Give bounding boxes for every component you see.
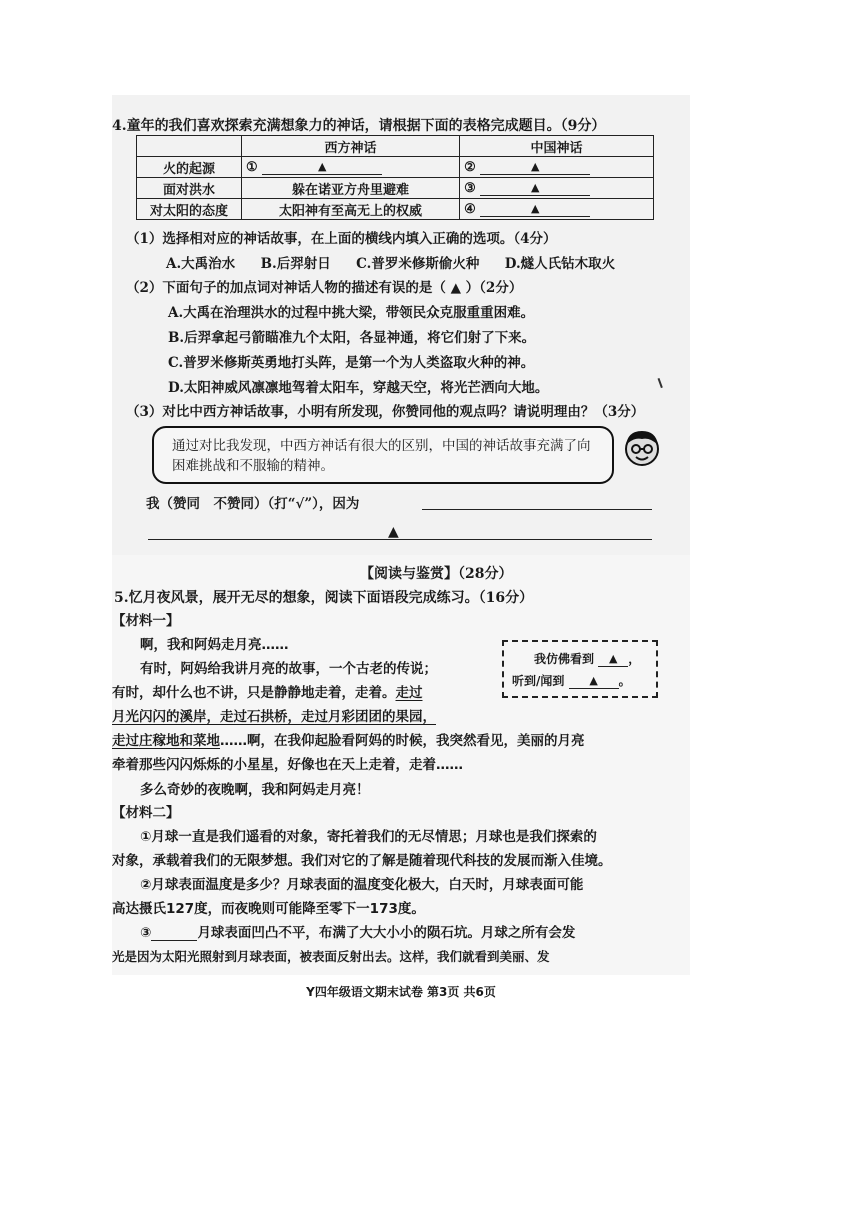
circled-number: ④ [464, 201, 476, 217]
cell-china [460, 199, 654, 220]
speech-bubble [152, 426, 614, 484]
underlined-text: 走过 [395, 685, 423, 701]
underlined-text: 走过庄稼地和菜地 [112, 733, 220, 749]
answer-blank[interactable] [480, 160, 590, 175]
question-4-title: 4.童年的我们喜欢探索充满想象力的神话，请根据下面的表格完成题目。（9分） [112, 118, 606, 134]
question-5-title: 5.忆月夜风景，展开无尽的想象，阅读下面语段完成练习。（16分） [114, 590, 534, 606]
cell-china [460, 178, 654, 199]
table-row [137, 157, 654, 178]
option-b: B.后羿拿起弓箭瞄准九个太阳，各显神通，将它们射了下来。 [168, 330, 536, 346]
passage-line: 光是因为太阳光照射到月球表面，被表面反射出去。这样，我们就看到美丽、发 [112, 949, 550, 964]
triangle-mark: ▲ [589, 674, 598, 687]
option-d: D.燧人氏钻木取火 [504, 256, 616, 272]
answer-blank[interactable] [480, 181, 590, 196]
passage-text: 有时，却什么也不讲，只是静静地走着，走着。 [112, 685, 396, 701]
material-2-label: 【材料二】 [112, 805, 180, 821]
answer-blank[interactable] [151, 926, 197, 941]
answer-blank[interactable] [480, 202, 590, 217]
box-line-see: 我仿佛看到 ▲ ， [534, 652, 641, 666]
stray-mark [658, 376, 669, 388]
cell-west [242, 157, 460, 178]
myth-comparison-table [136, 135, 654, 220]
imagination-box [502, 640, 658, 698]
passage-line: ①月球一直是我们遥看的对象，寄托着我们的无尽情思；月球也是我们探索的 [140, 829, 597, 845]
material-1-label: 【材料一】 [112, 613, 180, 629]
triangle-mark: ▲ [317, 159, 327, 173]
sub-question-2: （2）下面句子的加点词对神话人物的描述有误的是（ ▲ ）（2分） [126, 280, 523, 296]
answer-line[interactable] [422, 509, 652, 510]
passage-line: 有时，阿妈给我讲月亮的故事，一个古老的传说； [140, 661, 437, 677]
sub-question-3: （3）对比中西方神话故事，小明有所发现，你赞同他的观点吗？请说明理由？（3分） [126, 404, 645, 420]
passage-text: ……啊，在我仰起脸看阿妈的时候，我突然看见，美丽的月亮 [220, 733, 585, 749]
passage-line: ③ 月球表面凹凸不平，布满了大大小小的陨石坑。月球之所有会发 [140, 925, 576, 941]
answer-blank[interactable] [569, 674, 619, 689]
option-list [166, 255, 615, 273]
table-header-row [137, 136, 654, 157]
passage-line: 高达摄氏127度，而夜晚则可能降至零下一173度。 [112, 901, 425, 917]
underlined-line: 月光闪闪的溪岸，走过石拱桥，走过月彩团团的果园， [112, 709, 436, 725]
cell-china [460, 157, 654, 178]
passage-line: 啊，我和阿妈走月亮…… [140, 637, 289, 653]
answer-blank[interactable] [262, 160, 382, 175]
triangle-mark: ▲ [531, 159, 540, 173]
triangle-mark: ▲ [608, 652, 618, 665]
cell-west: 躲在诺亚方舟里避难 [242, 178, 460, 199]
option-c: C.普罗米修斯英勇地打头阵，是第一个为人类盗取火种的神。 [168, 355, 535, 371]
option-a: A.大禹在治理洪水的过程中挑大梁，带领民众克服重重困难。 [168, 305, 535, 321]
exam-page [112, 95, 690, 975]
passage-line: 多么奇妙的夜晚啊，我和阿妈走月亮！ [140, 782, 370, 798]
option-c: C.普罗米修斯偷火种 [356, 256, 480, 272]
header-empty [137, 136, 242, 157]
box-line-hear: 听到/闻到 ▲ 。 [512, 674, 631, 688]
circled-number: ③ [464, 180, 476, 196]
passage-line [112, 732, 585, 750]
circled-number: ① [246, 159, 258, 175]
answer-blank[interactable] [598, 652, 628, 667]
triangle-mark: ▲ [531, 201, 540, 215]
student-avatar-icon [620, 425, 664, 469]
header-china-myth: 中国神话 [460, 136, 654, 157]
triangle-mark: ▲ [531, 180, 540, 194]
row-label: 火的起源 [137, 157, 242, 178]
answer-line[interactable] [148, 539, 652, 540]
triangle-mark: ▲ [388, 524, 399, 540]
answer-prompt: 我（赞同 不赞同）（打“√”），因为 [146, 496, 360, 512]
passage-line: ②月球表面温度是多少？月球表面的温度变化极大，白天时，月球表面可能 [140, 877, 584, 893]
circled-number: ② [464, 159, 476, 175]
header-west-myth: 西方神话 [242, 136, 460, 157]
option-a: A.大禹治水 [166, 256, 236, 272]
page-upper-half [112, 95, 690, 550]
page-footer: Y四年级语文期末试卷 第3页 共6页 [306, 985, 496, 999]
table-row [137, 178, 654, 199]
option-d: D.太阳神威风凛凛地驾着太阳车，穿越天空，将光芒洒向大地。 [168, 380, 549, 396]
section-title: 【阅读与鉴赏】（28分） [360, 566, 513, 582]
option-b: B.后羿射日 [260, 256, 331, 272]
passage-line [112, 684, 423, 702]
table-row [137, 199, 654, 220]
passage-line: 对象，承载着我们的无限梦想。我们对它的了解是随着现代科技的发展而渐入佳境。 [112, 853, 612, 869]
row-label: 面对洪水 [137, 178, 242, 199]
cell-west: 太阳神有至高无上的权威 [242, 199, 460, 220]
sub-question-1: （1）选择相对应的神话故事，在上面的横线内填入正确的选项。（4分） [126, 231, 557, 247]
passage-line: 牵着那些闪闪烁烁的小星星，好像也在天上走着，走着…… [112, 757, 463, 773]
bubble-text: 通过对比我发现，中西方神话有很大的区别，中国的神话故事充满了向困难挑战和不服输的精神。 [172, 438, 591, 474]
row-label: 对太阳的态度 [137, 199, 242, 220]
